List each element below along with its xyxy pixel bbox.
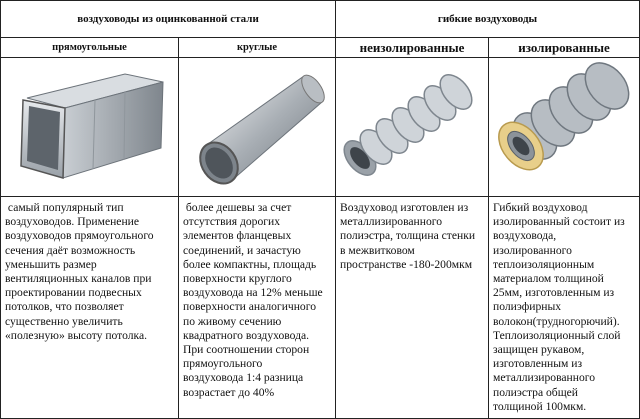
image-row-divider — [0, 196, 640, 197]
subheader-non-insulated: неизолированные — [359, 39, 465, 55]
description-rect: самый популярный тип воздуховодов. Применение воздуховодов прямоугольного сечения даёт возможность уменьшить размер вентиляционных каналов при проектировании подвесных потолков, что позволяет существенно увеличить «полезную» высоту потолка. — [5, 201, 154, 342]
rectangular-duct-photo — [1, 58, 178, 196]
insulated-flexible-duct-photo — [489, 58, 639, 196]
round-duct-photo — [179, 58, 335, 196]
flexible-foil-duct-photo — [336, 58, 488, 196]
description-insulated: Гибкий воздуховод изолированный состоит из воздуховода, изолированного теплоизоляционным материалом толщиной 25мм, изготовленным из полиэфирных волокон(трудногорючий). Теплоизоляционный слой защищен рукавом, изготовленным из металлизированного полиэстра общей толщиной 100мкм. — [493, 201, 625, 413]
subheader-insulated: изолированные — [518, 39, 610, 55]
subheader-rect: прямоугольные — [52, 42, 127, 53]
subheader-round: круглые — [237, 42, 277, 53]
header-galvanized: воздуховоды из оцинкованной стали — [77, 13, 259, 25]
description-round: более дешевы за счет отсутствия дорогих элементов фланцевых соединений, и зачастую более компактны, площадь поверхности круглого воздуховода на 12% меньше поверхности аналогичного по живому сечению квадратного воздуховода. При соотношении сторон прямоугольного воздуховода 1:4 разница возрастает до 40% — [183, 201, 323, 399]
description-non-insulated: Воздуховод изготовлен из металлизированного полиэстра, толщина стенки в межвитковом пространстве -180-200мкм — [340, 201, 476, 271]
header-flexible: гибкие воздуховоды — [437, 13, 538, 25]
